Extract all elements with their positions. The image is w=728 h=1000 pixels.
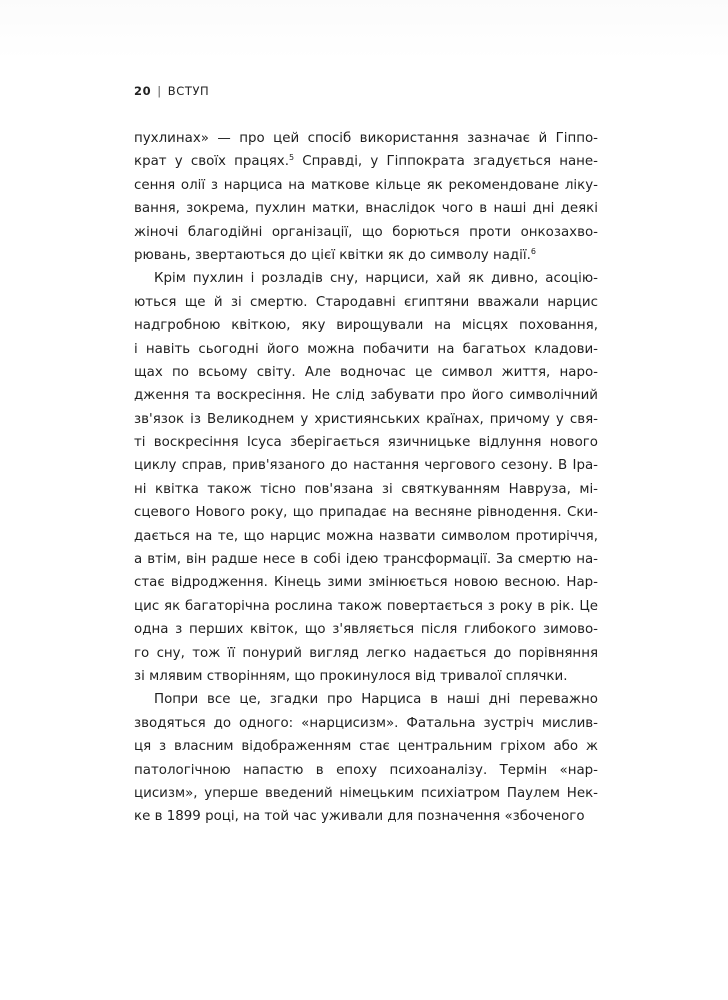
- running-head: [134, 84, 209, 98]
- line-text: дається на те, що нарцис можна назвати символом протиріччя,: [134, 528, 598, 544]
- line-text: Крім пухлин і розладів сну, нарциси, хай як дивно, асоцію-: [154, 271, 598, 287]
- text-line: [134, 454, 598, 477]
- text-line: [134, 688, 598, 711]
- text-line: [134, 127, 598, 150]
- paragraph: [134, 127, 598, 267]
- footnote-marker[interactable]: 5: [288, 153, 295, 163]
- line-text: зі млявим створінням, що прокинулося від тривалої сплячки.: [134, 668, 568, 684]
- text-line: [134, 595, 598, 618]
- text-line: [134, 408, 598, 431]
- line-text: го сну, тож її понурий вигляд легко надається до порівняння: [134, 645, 598, 661]
- text-line: [134, 712, 598, 735]
- text-line: [134, 174, 598, 197]
- text-line: [134, 338, 598, 361]
- line-text: ке в 1899 році, на той час уживали для позначення «збоченого: [134, 809, 585, 825]
- line-text: ця з власним відображенням стає центральним гріхом або ж: [134, 739, 598, 755]
- text-line: [134, 618, 598, 641]
- header-separator: |: [157, 84, 162, 98]
- line-text: цис як багаторічна рослина також повертається з року в рік. Це: [134, 598, 598, 614]
- line-text: циклу справ, прив'язаного до настання чергового сезону. В Іра-: [134, 458, 598, 474]
- paragraph: [134, 267, 598, 688]
- line-text: щах по всьому світу. Але водночас це символ життя, наро-: [134, 364, 598, 380]
- line-text: зв'язок із Великоднем у християнських країнах, причому у свя-: [134, 411, 598, 427]
- line-text: вання, зокрема, пухлин матки, внаслідок чого в наші дні деякі: [134, 201, 598, 217]
- text-line: [134, 501, 598, 524]
- text-line: [134, 571, 598, 594]
- text-line: [134, 244, 598, 267]
- line-text: стає відродження. Кінець зими змінюється новою весною. Нар-: [134, 575, 598, 591]
- text-line: [134, 782, 598, 805]
- text-line: [134, 221, 598, 244]
- text-line: [134, 642, 598, 665]
- text-line: [134, 291, 598, 314]
- line-text: надгробною квіткою, яку вирощували на місцях поховання,: [134, 318, 598, 334]
- text-line: [134, 314, 598, 337]
- line-text: дження та воскресіння. Не слід забувати про його символічний: [134, 388, 598, 404]
- text-line: [134, 384, 598, 407]
- line-text: ті воскресіння Ісуса зберігається язичницьке відлуння нового: [134, 435, 598, 451]
- line-text-continued: Справді, у Гіппократа згадується нане-: [294, 154, 598, 170]
- text-line: [134, 361, 598, 384]
- text-line: [134, 805, 598, 828]
- text-line: [134, 150, 598, 173]
- section-title: ВСТУП: [167, 84, 210, 98]
- page-number: 20: [134, 84, 152, 98]
- text-line: [134, 197, 598, 220]
- text-line: [134, 478, 598, 501]
- text-line: [134, 548, 598, 571]
- line-text: рювань, звертаються до цієї квітки як до символу надії.: [134, 247, 531, 263]
- line-text: жіночі благодійні організації, що борються проти онкозахво-: [134, 224, 598, 240]
- line-text: сцевого Нового року, що припадає на весняне рівнодення. Ски-: [134, 505, 598, 521]
- text-line: [134, 665, 598, 688]
- text-line: [134, 525, 598, 548]
- line-text: одна з перших квіток, що з'являється після глибокого зимово-: [134, 622, 598, 638]
- line-text: пухлинах» — про цей спосіб використання зазначає й Гіппо-: [134, 131, 598, 146]
- line-text: патологічною напастю в епоху психоаналізу. Термін «нар-: [134, 762, 598, 778]
- line-text: ються ще й зі смертю. Стародавні єгиптяни вважали нарцис: [134, 294, 598, 310]
- paragraph: [134, 688, 598, 828]
- line-text: сення олії з нарциса на маткове кільце як рекомендоване ліку-: [134, 177, 598, 193]
- line-text: зводяться до одного: «нарцисизм». Фатальна зустріч мислив-: [134, 715, 598, 731]
- line-text: цисизм», уперше введений німецьким психіатром Паулем Нек-: [134, 785, 598, 801]
- line-text: ні квітка також тісно пов'язана зі святкуванням Навруза, мі-: [134, 481, 598, 497]
- footnote-marker[interactable]: 6: [530, 246, 536, 256]
- line-text: Попри все це, згадки про Нарциса в наші дні переважно: [154, 692, 598, 708]
- body-text: [134, 127, 598, 829]
- text-line: [134, 431, 598, 454]
- line-text: крат у своїх працях.: [134, 154, 289, 170]
- text-line: [134, 759, 598, 782]
- text-line: [134, 267, 598, 290]
- line-text: і навіть сьогодні його можна побачити на багатьох кладови-: [134, 341, 598, 357]
- text-line: [134, 735, 598, 758]
- line-text: а втім, він радше несе в собі ідею трансформації. За смертю на-: [134, 552, 598, 568]
